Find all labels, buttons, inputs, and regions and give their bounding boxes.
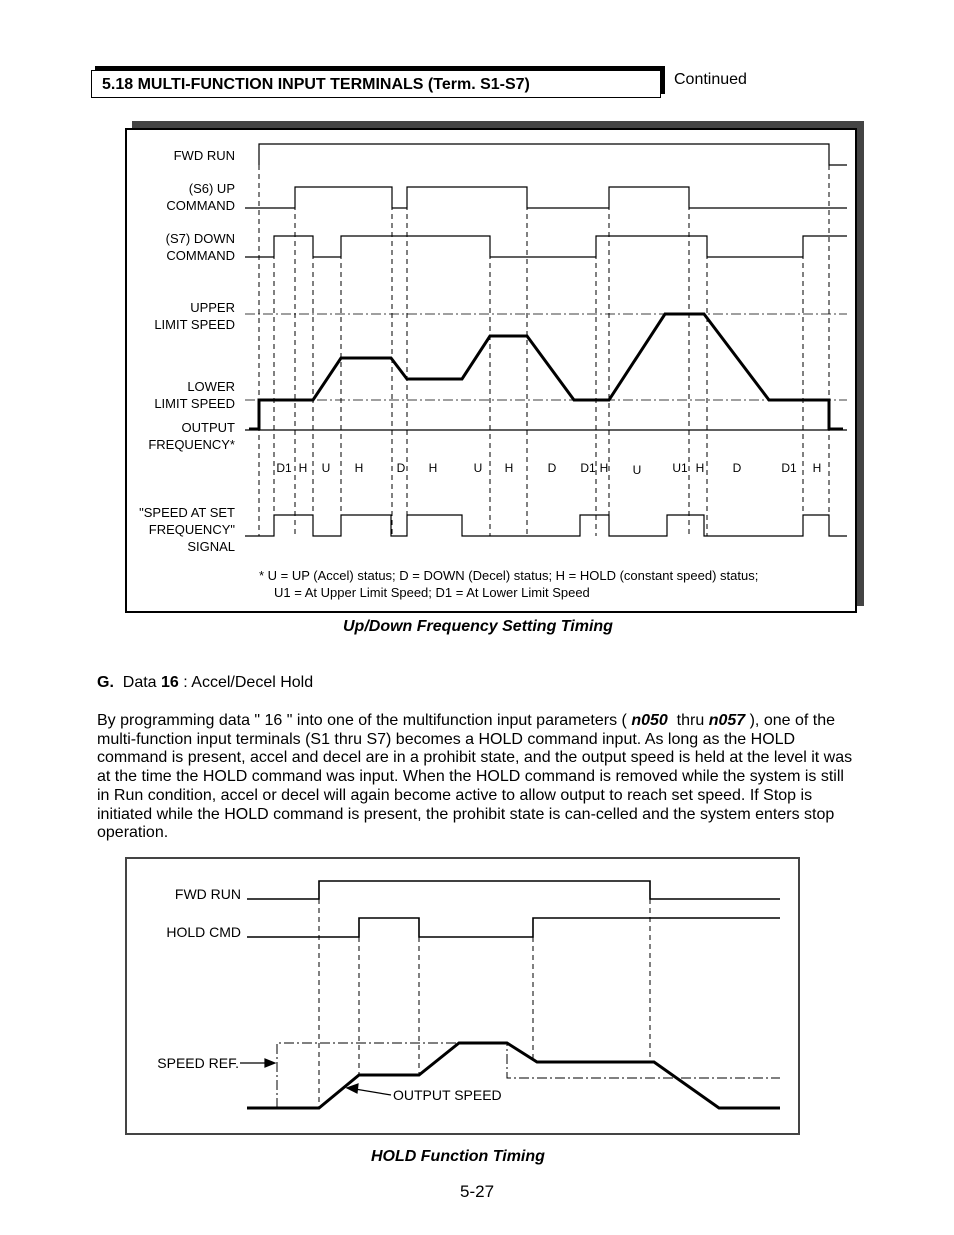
hold-timing-diagram	[127, 859, 798, 1133]
fwd-run-trace	[247, 881, 780, 899]
label-up-cmd-2: COMMAND	[166, 198, 235, 213]
label-fwd-run: FWD RUN	[174, 886, 241, 902]
status-label: H	[354, 461, 364, 475]
output-speed-arrow	[355, 1089, 391, 1095]
footnote-line-1: * U = UP (Accel) status; D = DOWN (Decel) status; H = HOLD (constant speed) status;	[259, 568, 759, 583]
label-sat-1: "SPEED AT SET	[139, 505, 235, 520]
label-lower-2: LIMIT SPEED	[154, 396, 235, 411]
status-label: H	[812, 461, 822, 475]
continued-label: Continued	[674, 71, 747, 88]
label-lower-1: LOWER	[187, 379, 235, 394]
figure2-caption: HOLD Function Timing	[371, 1148, 545, 1165]
paragraph-thru: thru	[667, 712, 709, 729]
section-g-data-value: 16	[161, 674, 179, 691]
status-label: U	[632, 463, 642, 477]
label-sat-3: SIGNAL	[187, 539, 235, 554]
paragraph-part2: ), one of the multi-function input terminals (S1 thru S7) becomes a HOLD command input. As long as the HOLD command is present, accel and decel are in a prohibit state, and the output speed is held at the level it was at the time the HOLD command was input. When the HOLD command is removed while the system is still in Run condition, accel or decel will again become active to allow output to reach set speed. If Stop is initiated while the HOLD command is present, the prohibit state is can-celled and the system enters stop operation.	[97, 712, 853, 842]
status-label: U1	[672, 461, 688, 475]
status-label: H	[695, 461, 705, 475]
status-label: D1	[276, 461, 292, 475]
status-label: H	[504, 461, 514, 475]
down-command-trace	[245, 236, 847, 257]
hold-cmd-trace	[247, 918, 780, 937]
status-label: H	[599, 461, 609, 475]
label-down-cmd-2: COMMAND	[166, 248, 235, 263]
section-title: 5.18 MULTI-FUNCTION INPUT TERMINALS (Term. S1-S7)	[102, 76, 530, 93]
section-g-heading	[97, 674, 313, 692]
label-fwd-run: FWD RUN	[173, 148, 235, 163]
label-output-1: OUTPUT	[181, 420, 235, 435]
output-frequency-trace	[249, 314, 843, 429]
label-speed-ref: SPEED REF.	[157, 1055, 239, 1071]
hold-timing-figure	[125, 857, 800, 1135]
label-output-speed: OUTPUT SPEED	[393, 1087, 502, 1103]
param-n050: n050	[631, 712, 668, 729]
status-label: D	[547, 461, 557, 475]
status-label: U	[321, 461, 331, 475]
speed-ref-arrowhead	[265, 1059, 275, 1067]
status-label: D1	[580, 461, 596, 475]
updown-timing-diagram	[127, 130, 855, 611]
status-label: D1	[781, 461, 797, 475]
page-number: 5-27	[460, 1182, 495, 1201]
updown-timing-figure	[125, 128, 857, 613]
param-n057: n057	[708, 712, 746, 729]
label-up-cmd-1: (S6) UP	[188, 181, 235, 196]
fwd-run-trace	[259, 144, 847, 165]
section-g-data-suffix: : Accel/Decel Hold	[183, 674, 314, 691]
section-g-letter: G.	[97, 674, 114, 691]
label-down-cmd-1: (S7) DOWN	[165, 231, 235, 246]
footnote-line-2: U1 = At Upper Limit Speed; D1 = At Lower Limit Speed	[274, 585, 590, 600]
output-speed-trace	[247, 1043, 780, 1108]
hold-description-paragraph	[97, 712, 857, 843]
up-command-trace	[245, 187, 847, 208]
label-sat-2: FREQUENCY"	[148, 522, 235, 537]
status-label: D	[732, 461, 742, 475]
label-upper-1: UPPER	[190, 300, 235, 315]
paragraph-part1: By programming data " 16 " into one of the multifunction input parameters (	[97, 712, 632, 729]
sat-signal-trace	[245, 515, 847, 536]
label-hold-cmd: HOLD CMD	[166, 924, 241, 940]
status-label: D	[396, 461, 406, 475]
status-label: H	[428, 461, 438, 475]
label-upper-2: LIMIT SPEED	[154, 317, 235, 332]
figure1-caption: Up/Down Frequency Setting Timing	[343, 618, 613, 635]
status-label: U	[473, 461, 483, 475]
section-g-data-prefix: Data	[122, 674, 157, 691]
label-output-2: FREQUENCY*	[148, 437, 235, 452]
status-label: H	[298, 461, 308, 475]
